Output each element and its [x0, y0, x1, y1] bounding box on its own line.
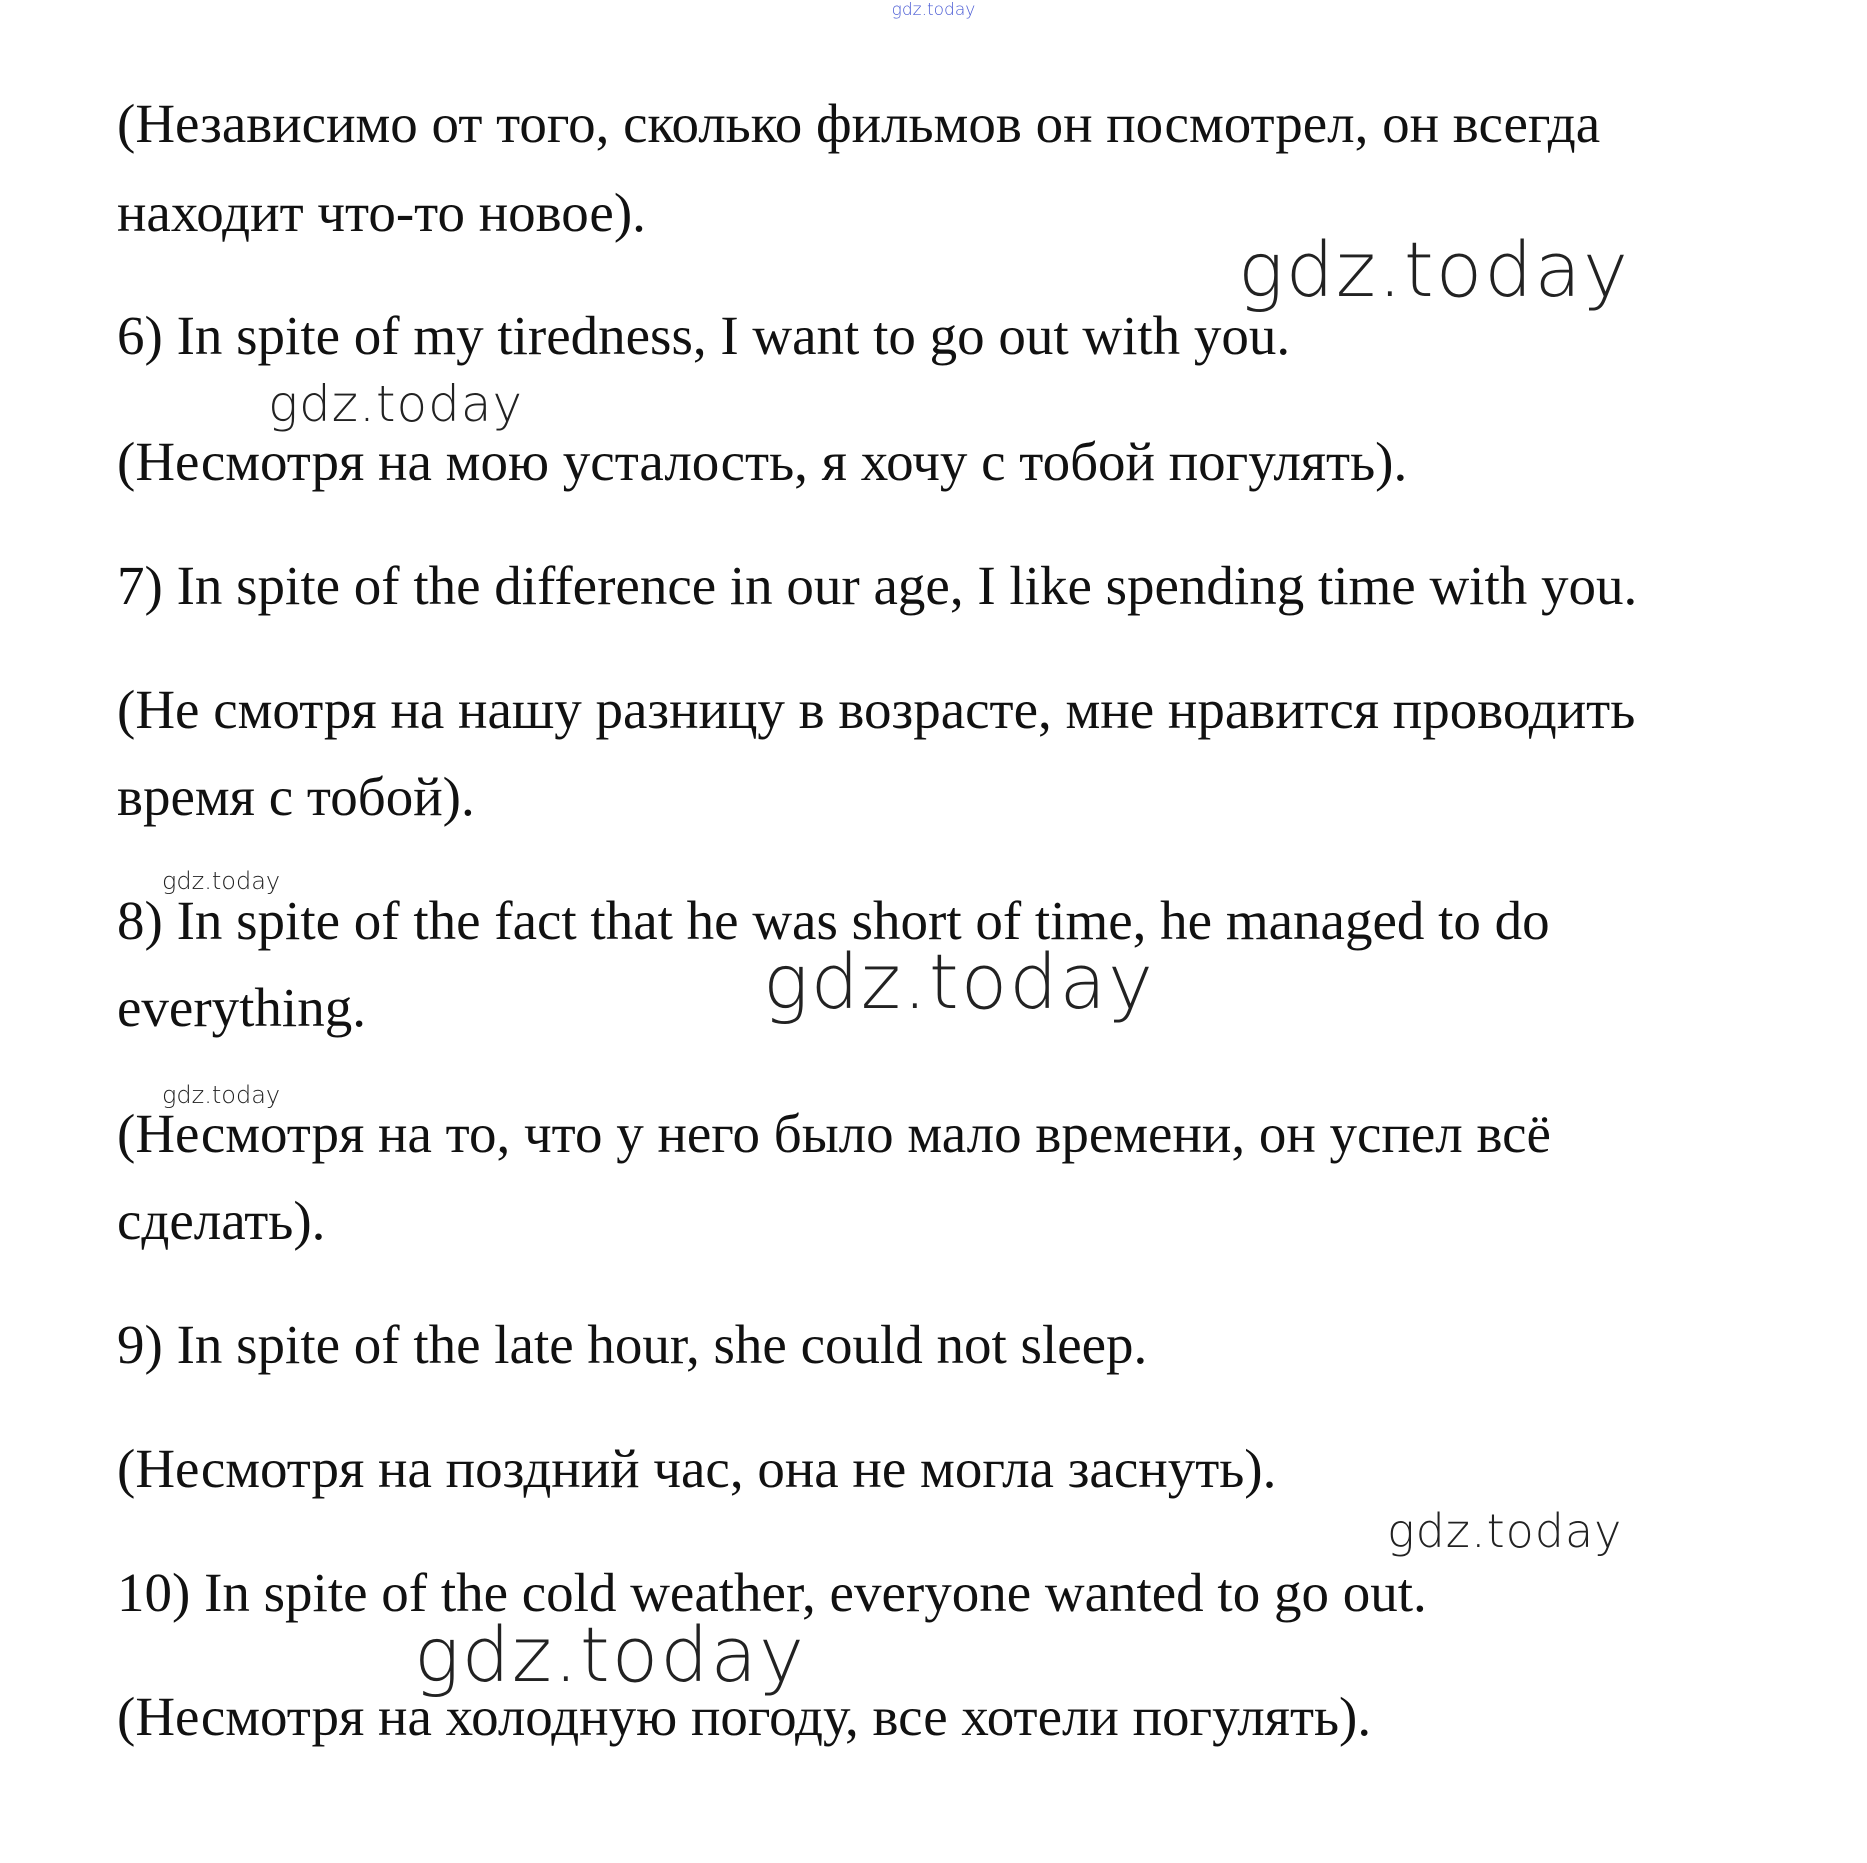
- paragraph-8-en-line-2: everything.: [117, 977, 366, 1038]
- paragraph-8-en-line-1: 8) In spite of the fact that he was short of time, he managed to do: [117, 890, 1550, 951]
- paragraph-5-ru-line-2: находит что-то новое).: [117, 182, 646, 243]
- paragraph-5-ru-line-1: (Независимо от того, сколько фильмов он посмотрел, он всегда: [117, 93, 1601, 154]
- watermark: gdz.today: [162, 1081, 281, 1109]
- paragraph-9-en: 9) In spite of the late hour, she could not sleep.: [117, 1314, 1148, 1375]
- paragraph-7-en: 7) In spite of the difference in our age, I like spending time with you.: [117, 555, 1638, 616]
- watermark: gdz.today: [763, 937, 1155, 1026]
- paragraph-7-ru-line-2: время с тобой).: [117, 766, 475, 827]
- watermark: gdz.today: [1387, 1504, 1623, 1558]
- paragraph-6-ru: (Несмотря на мою усталость, я хочу с тобой погулять).: [117, 431, 1408, 492]
- paragraph-10-en: 10) In spite of the cold weather, everyone wanted to go out.: [117, 1562, 1427, 1623]
- paragraph-8-ru-line-2: сделать).: [117, 1190, 326, 1251]
- watermark: gdz.today: [268, 375, 524, 433]
- watermark: gdz.today: [1238, 225, 1630, 314]
- paragraph-9-ru: (Несмотря на поздний час, она не могла заснуть).: [117, 1438, 1277, 1499]
- paragraph-6-en: 6) In spite of my tiredness, I want to go out with you.: [117, 305, 1291, 366]
- paragraph-7-ru-line-1: (Не смотря на нашу разницу в возрасте, мне нравится проводить: [117, 679, 1636, 740]
- paragraph-10-ru: (Несмотря на холодную погоду, все хотели погулять).: [117, 1686, 1372, 1747]
- watermark: gdz.today: [162, 867, 281, 895]
- watermark: gdz.today: [414, 1610, 806, 1699]
- watermark-header: gdz.today: [891, 0, 976, 20]
- paragraph-8-ru-line-1: (Несмотря на то, что у него было мало времени, он успел всё: [117, 1103, 1551, 1164]
